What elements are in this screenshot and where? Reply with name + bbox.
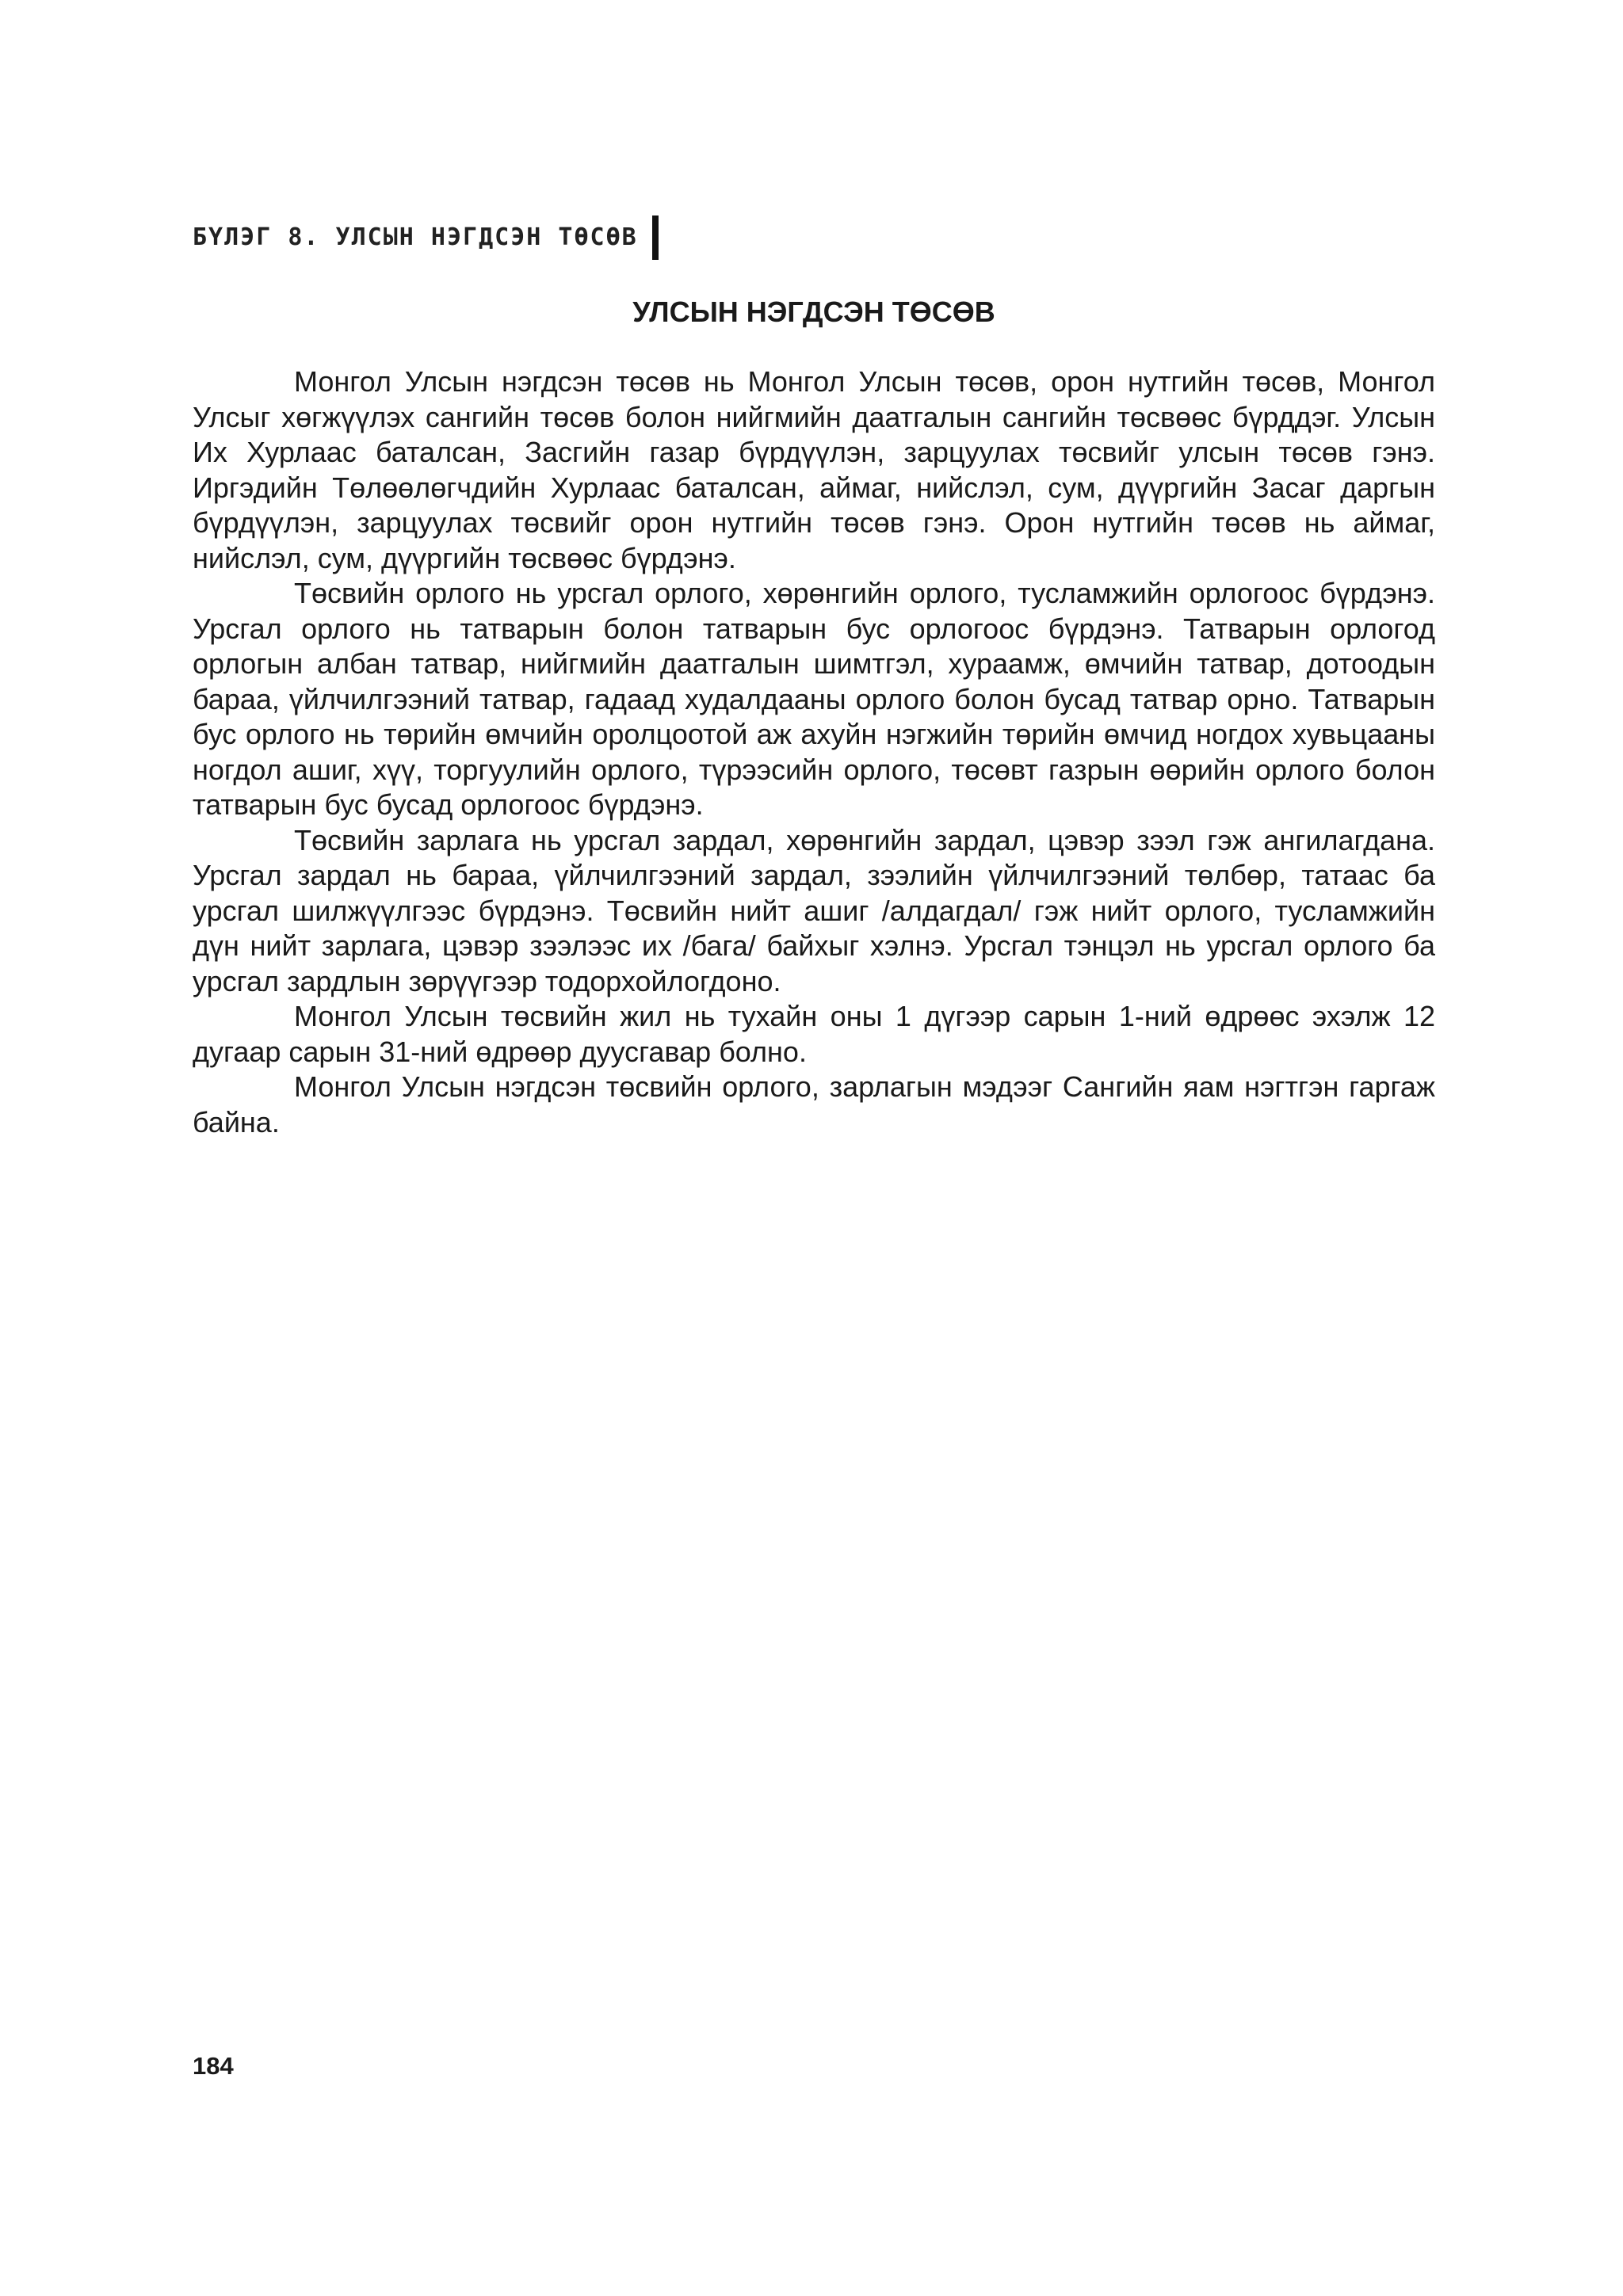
body-paragraph: Төсвийн зарлага нь урсгал зардал, хөрөнгийн зардал, цэвэр зээл гэж ангилагдана. Урсгал зардал нь бараа, үйлчилгээний зардал, зээлийн үйлчилгээний төлбөр, татаас ба урсгал шилжүүлгээс бүрдэнэ. Төсвийн нийт ашиг /алдагдал/ гэж нийт орлого, тусламжийн дүн нийт зарлага, цэвэр зээлээс их /бага/ байхыг хэлнэ. Урсгал тэнцэл нь урсгал орлого ба урсгал зардлын зөрүүгээр тодорхойлогдоно. [193, 823, 1435, 997]
body-paragraph: Монгол Улсын нэгдсэн төсвийн орлого, зарлагын мэдээг Сангийн яам нэгтгэн гаргаж байна. [193, 1070, 1435, 1138]
page-number: 184 [193, 2052, 234, 2080]
chapter-label: БҮЛЭГ 8. УЛСЫН НЭГДСЭН ТӨСӨВ [193, 223, 638, 251]
chapter-divider-bar [652, 215, 659, 260]
body-paragraph: Монгол Улсын нэгдсэн төсөв нь Монгол Улсын төсөв, орон нутгийн төсөв, Монгол Улсыг хөгжүүлэх сангийн төсөв болон нийгмийн даатгалын сангийн төсвөөс бүрддэг. Улсын Их Хурлаас баталсан, Засгийн газар бүрдүүлэн, зарцуулах төсвийг улсын төсөв гэнэ. Иргэдийн Төлөөлөгчдийн Хурлаас баталсан, аймаг, нийслэл, сум, дүүргийн Засаг даргын бүрдүүлэн, зарцуулах төсвийг орон нутгийн төсөв гэнэ. Орон нутгийн төсөв нь аймаг, нийслэл, сум, дүүргийн төсвөөс бүрдэнэ. [193, 365, 1435, 574]
chapter-header [193, 212, 659, 263]
document-title: УЛСЫН НЭГДСЭН ТӨСӨВ [632, 296, 995, 328]
document-body [193, 364, 1435, 1140]
body-paragraph: Монгол Улсын төсвийн жил нь тухайн оны 1 дүгээр сарын 1-ний өдрөөс эхэлж 12 дугаар сарын 31-ний өдрөөр дуусгавар болно. [193, 1000, 1435, 1068]
body-paragraph: Төсвийн орлого нь урсгал орлого, хөрөнгийн орлого, тусламжийн орлогоос бүрдэнэ. Урсгал орлого нь татварын болон татварын бус орлогоос бүрдэнэ. Татварын орлогод орлогын албан татвар, нийгмийн даатгалын шимтгэл, хураамж, өмчийн татвар, дотоодын бараа, үйлчилгээний татвар, гадаад худалдааны орлого болон бусад татвар орно. Татварын бус орлого нь төрийн өмчийн оролцоотой аж ахуйн нэгжийн төрийн өмчид ногдох хувьцааны ногдол ашиг, хүү, торгуулийн орлого, түрээсийн орлого, төсөвт газрын өөрийн орлого болон татварын бус бусад орлогоос бүрдэнэ. [193, 577, 1435, 821]
